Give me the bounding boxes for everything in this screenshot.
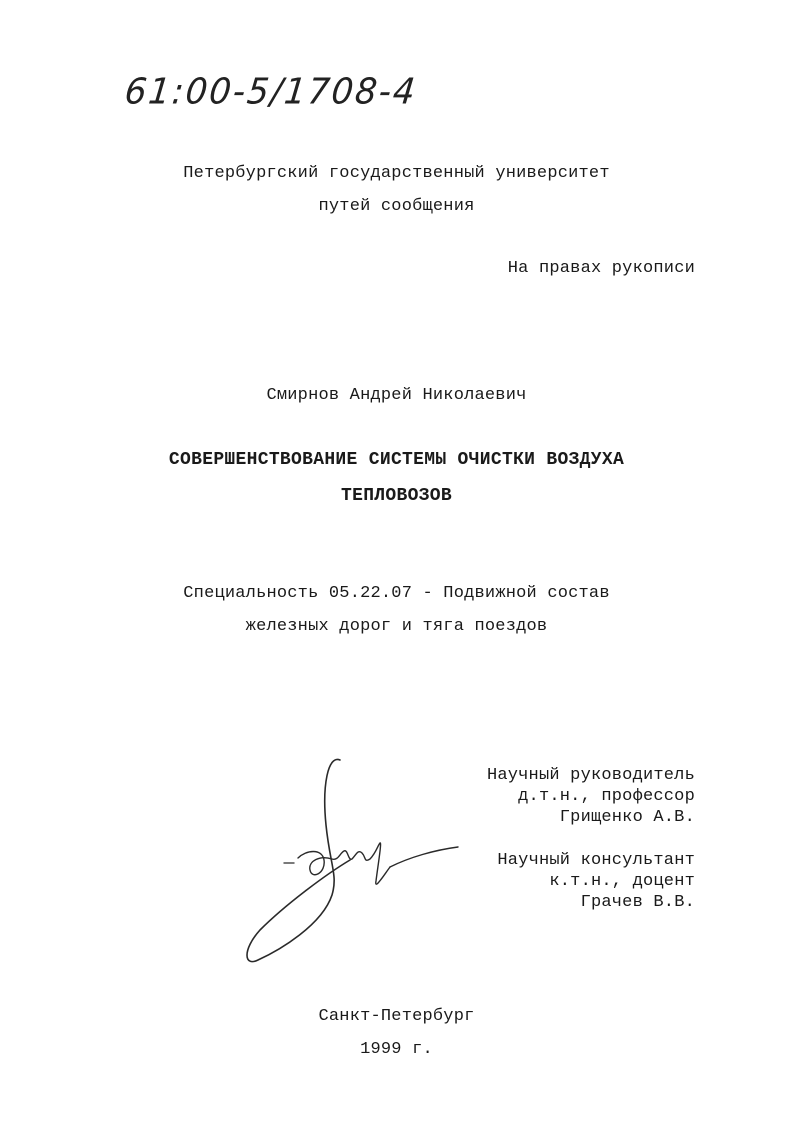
specialty-line-2: железных дорог и тяга поездов xyxy=(245,617,548,636)
specialty-line-1: Специальность 05.22.07 - Подвижной состав xyxy=(183,584,610,603)
author-name: Смирнов Андрей Николаевич xyxy=(266,386,527,405)
supervisor-name: Грищенко А.В. xyxy=(559,808,695,827)
city: Санкт-Петербург xyxy=(318,1007,475,1026)
university-line-1: Петербургский государственный университет xyxy=(183,164,610,183)
thesis-title-line-2: ТЕПЛОВОЗОВ xyxy=(340,486,453,506)
consultant-degree: к.т.н., доцент xyxy=(549,872,695,891)
thesis-title-line-1: СОВЕРШЕНСТВОВАНИЕ СИСТЕМЫ ОЧИСТКИ ВОЗДУХА xyxy=(168,450,625,470)
university-line-2: путей сообщения xyxy=(318,197,475,216)
manuscript-rights: На правах рукописи xyxy=(507,259,695,278)
supervisor-degree: д.т.н., профессор xyxy=(518,787,695,806)
consultant-role: Научный консультант xyxy=(497,851,695,870)
consultant-name: Грачев В.В. xyxy=(580,893,695,912)
handwritten-signature xyxy=(240,755,470,970)
consultant-block xyxy=(497,850,695,913)
supervisor-role: Научный руководитель xyxy=(486,766,695,785)
supervisor-block xyxy=(487,765,695,828)
archive-code-handwritten: 61:00-5/1708-4 xyxy=(122,71,419,113)
year: 1999 г. xyxy=(360,1040,433,1059)
